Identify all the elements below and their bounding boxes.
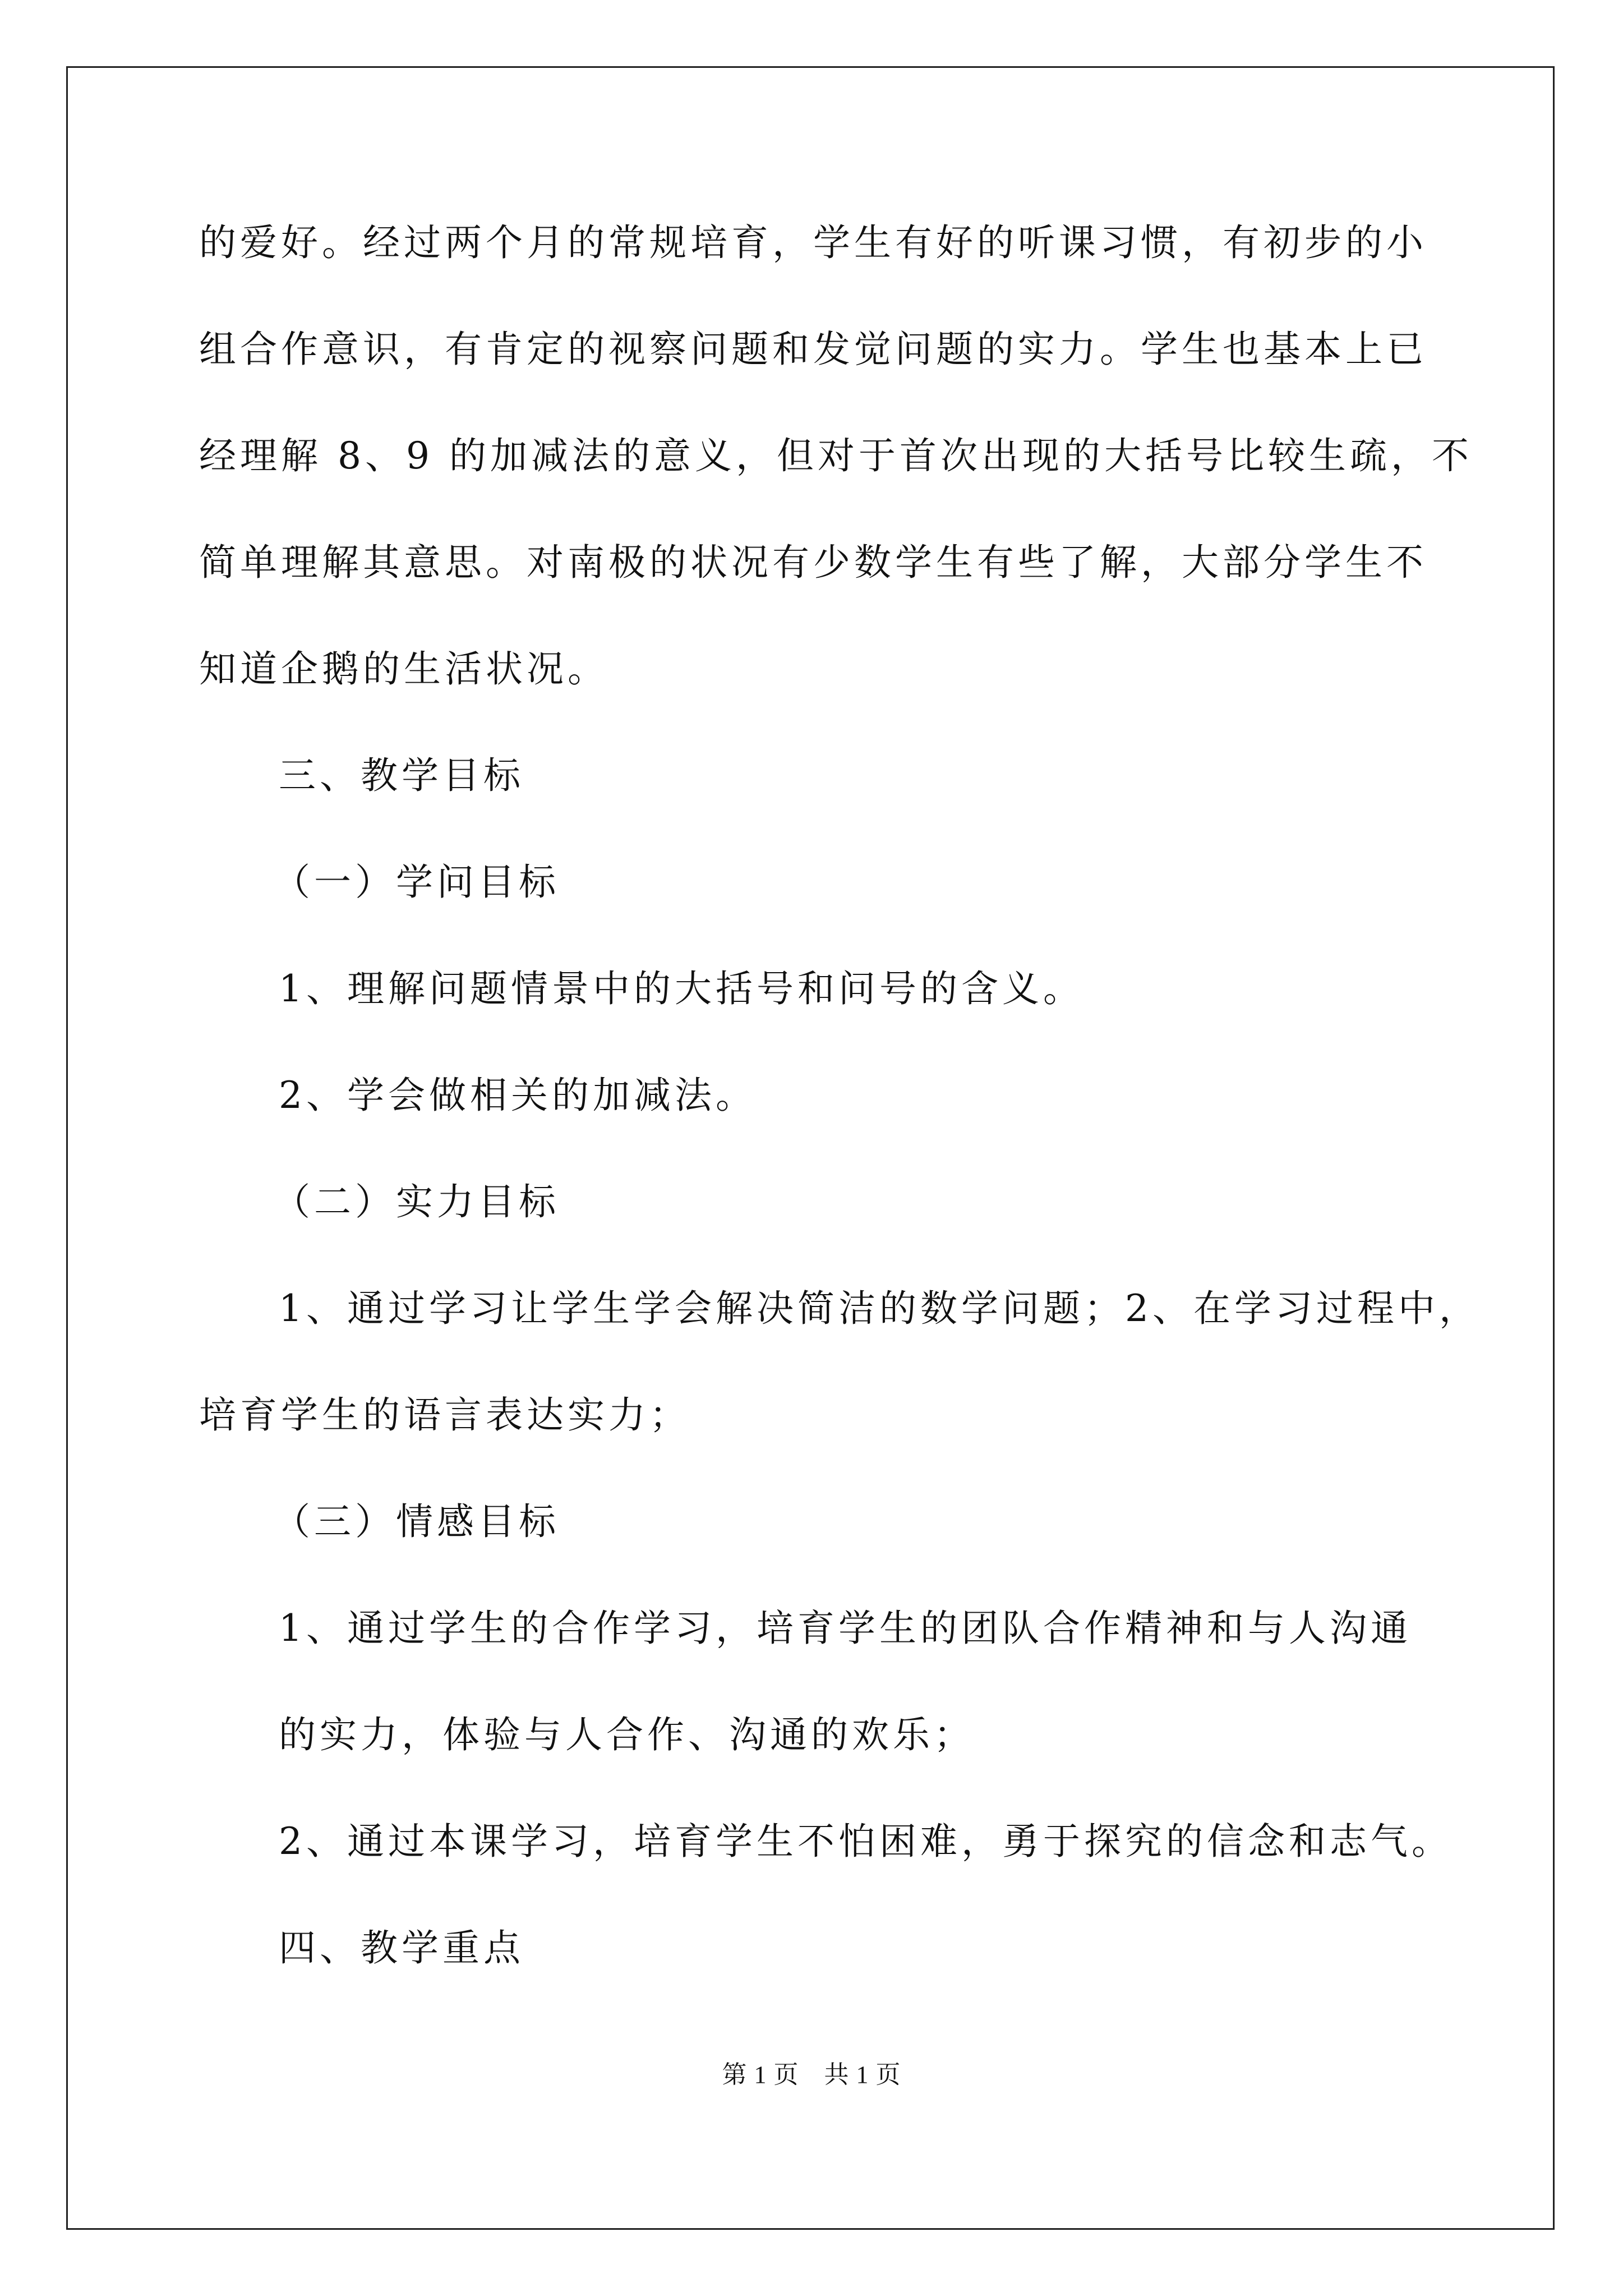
text-line-4: 简单理解其意思。对南极的状况有少数学生有些了解，大部分学生不: [199, 541, 1427, 584]
text-line-12: 培育学生的语言表达实力；: [199, 1393, 690, 1437]
text-line-11: 1、通过学习让学生学会解决简洁的数学问题；2、在学习过程中，: [279, 1287, 1480, 1330]
text-line-9: 2、学会做相关的加减法。: [279, 1074, 757, 1117]
subheading-emotion: （三）情感目标: [273, 1500, 560, 1543]
page-footer: 第 1 页 共 1 页: [722, 2061, 901, 2088]
text-line-14: 1、通过学生的合作学习，培育学生的团队合作精神和与人沟通: [279, 1607, 1412, 1650]
text-line-1: 的爱好。经过两个月的常规培育，学生有好的听课习惯，有初步的小: [199, 221, 1427, 264]
text-line-15: 的实力，体验与人合作、沟通的欢乐；: [279, 1713, 975, 1756]
text-line-3: 经理解 8、9 的加减法的意义，但对于首次出现的大括号比较生疏，不: [199, 434, 1473, 477]
subheading-ability: （二）实力目标: [273, 1180, 560, 1223]
section-heading-key-points: 四、教学重点: [279, 1926, 524, 1970]
subheading-knowledge: （一）学问目标: [273, 861, 560, 904]
text-line-8: 1、理解问题情景中的大括号和问号的含义。: [279, 967, 1084, 1010]
page-border: [66, 66, 1555, 2230]
text-line-5: 知道企鹅的生活状况。: [199, 647, 608, 691]
text-line-2: 组合作意识，有肯定的视察问题和发觉问题的实力。学生也基本上已: [199, 328, 1427, 371]
text-line-16: 2、通过本课学习，培育学生不怕困难，勇于探究的信念和志气。: [279, 1820, 1453, 1863]
section-heading-objectives: 三、教学目标: [279, 754, 524, 797]
